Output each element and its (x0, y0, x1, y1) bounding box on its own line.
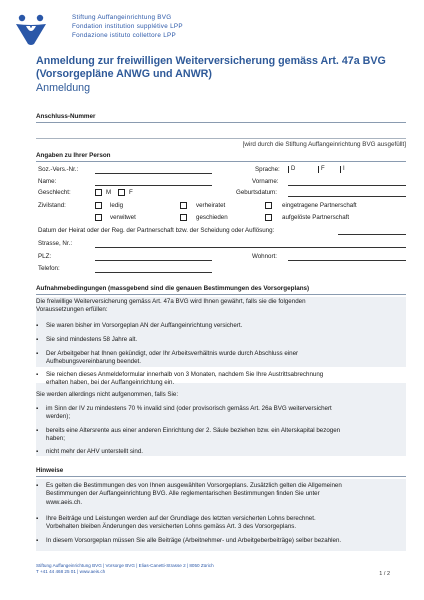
datum-heirat-label: Datum der Heirat oder der Reg. der Partnerschaft bzw. der Scheidung oder Auflösung: (38, 227, 275, 234)
telefon-field[interactable] (95, 272, 212, 273)
soz-vers-nr-field[interactable] (95, 173, 212, 174)
geschieden-label: geschieden (196, 214, 228, 221)
ledig-label: ledig (110, 202, 124, 209)
sprache-label: Sprache: (255, 166, 280, 173)
condition-item-line: ▪ Sie reichen dieses Anmeldeformular innerhalb von 3 Monaten, nachdem Sie Ihre Austrittsabrechnung (46, 371, 324, 378)
wohnort-label: Wohnort: (252, 253, 277, 260)
document-subtitle: Anmeldung (36, 82, 91, 94)
footer-contact: T +41 44 468 25 01 | www.aeis.ch (36, 569, 106, 575)
header (14, 12, 314, 46)
language-i-checkbox[interactable] (340, 166, 346, 173)
section-rule (36, 476, 406, 477)
exclusion-item: ▪ nicht mehr der AHV unterstellt sind. (46, 448, 406, 456)
language-d-label: D (291, 166, 296, 172)
section-rule (36, 294, 406, 295)
exclusion-item-line: werden); (46, 413, 71, 421)
strasse-label: Strasse, Nr.: (38, 240, 73, 247)
aufgeloeste-partnerschaft-label: aufgelöste Partnerschaft (282, 214, 350, 221)
datum-heirat-field[interactable] (338, 234, 406, 235)
condition-item (46, 371, 406, 388)
exclusion-item (46, 427, 406, 444)
aufnahme-intro-line: Voraussetzungen erfüllen: (36, 306, 108, 314)
gender-m-checkbox[interactable] (95, 189, 102, 196)
org-line: Stiftung Auffangeinrichtung BVG (72, 14, 172, 21)
verwitwet-label: verwitwet (110, 214, 136, 221)
condition-item-line: ▪ Der Arbeitgeber hat Ihnen gekündigt, oder Ihr Arbeitsverhältnis wurde durch Abschluss einer (46, 350, 299, 357)
geschieden-checkbox[interactable] (180, 214, 187, 221)
eingetragene-partnerschaft-checkbox[interactable] (265, 202, 272, 209)
hinweis-item-line: Bestimmungen der Auffangeinrichtung BVG. Alle reglementarischen Bestimmungen finden Sie unter (46, 490, 320, 498)
wohnort-field[interactable] (288, 260, 406, 261)
verheiratet-checkbox[interactable] (180, 202, 187, 209)
hinweis-item-line: Vorbehalten bleiben Änderungen des versicherten Lohns gemäss Art. 3 des Vorsorgeplans. (46, 523, 297, 531)
vorname-label: Vorname: (252, 178, 279, 185)
condition-item-line: erhalten haben, bei der Auffangeinrichtung ein. (46, 379, 175, 387)
section-rule (36, 122, 406, 123)
verheiratet-label: verheiratet (196, 202, 226, 209)
exclusion-item (46, 405, 406, 422)
exclusion-intro: Sie werden allerdings nicht aufgenommen, falls Sie: (36, 391, 179, 398)
anschluss-number-field[interactable] (36, 138, 406, 139)
anschluss-note: [wird durch die Stiftung Auffangeinrichtung BVG ausgefüllt] (242, 141, 406, 148)
gender-m-label: M (106, 189, 112, 196)
plz-field[interactable] (95, 260, 212, 261)
document-title-line-2: (Vorsorgepläne ANWG und ANWR) (36, 68, 212, 80)
aufgeloeste-partnerschaft-checkbox[interactable] (265, 214, 272, 221)
ledig-checkbox[interactable] (95, 202, 102, 209)
page-number: 1 / 2 (379, 571, 390, 577)
org-line: Fondation institution supplétive LPP (72, 22, 183, 30)
exclusion-item-line: haben; (46, 435, 65, 443)
telefon-label: Telefon: (38, 265, 60, 272)
aufnahme-intro-line: Die freiwillige Weiterversicherung gemäss Art. 47a BVG wird Ihnen gewährt, falls sie die folgenden (36, 298, 306, 305)
document-title-block (36, 55, 406, 95)
condition-item-line: Aufhebungsvereinbarung beendet. (46, 358, 141, 366)
section-title-person: Angaben zu Ihrer Person (36, 152, 111, 159)
name-field[interactable] (95, 185, 212, 186)
condition-item (46, 350, 406, 367)
language-d-checkbox[interactable] (288, 166, 294, 173)
gender-f-label: F (129, 189, 133, 196)
exclusion-item-line: ▪ im Sinn der IV zu mindestens 70 % invalid sind (oder provisorisch gemäss Art. 26a BVG weiterversichert (46, 405, 332, 412)
footer-address: Stiftung Auffangeinrichtung BVG | Vorsorge BVG | Elias-Canetti-Strasse 2 | 8050 Zürich (36, 563, 214, 568)
condition-item: ▪ Sie sind mindestens 58 Jahre alt. (46, 336, 406, 344)
condition-item: ▪ Sie waren bisher im Vorsorgeplan AN der Auffangeinrichtung versichert. (46, 322, 406, 330)
vorname-field[interactable] (288, 185, 406, 186)
hinweis-item (46, 515, 406, 532)
geschlecht-label: Geschlecht: (38, 189, 71, 196)
section-rule (36, 161, 406, 162)
hinweis-item-line: ▪ Es gelten die Bestimmungen des von Ihnen ausgewählten Vorsorgeplans. Zusätzlich gelten die Allgemeinen (46, 482, 342, 489)
aufnahme-intro (36, 298, 406, 315)
document-title: Anmeldung zur freiwilligen Weiterversicherung gemäss Art. 47a BVG (36, 55, 386, 67)
language-f-checkbox[interactable] (318, 166, 324, 173)
soz-vers-nr-label: Soz.-Vers.-Nr.: (38, 166, 79, 173)
language-i-label: I (343, 166, 345, 172)
strasse-field[interactable] (95, 247, 406, 248)
footer (36, 563, 214, 576)
geburtsdatum-label: Geburtsdatum: (236, 189, 277, 196)
name-label: Name: (38, 178, 57, 185)
hinweis-item-line: ▪ Ihre Beiträge und Leistungen werden auf der Grundlage des letzten versicherten Lohns berechnet. (46, 515, 316, 522)
geburtsdatum-field[interactable] (288, 196, 406, 197)
section-title-hinweise: Hinweise (36, 467, 64, 474)
hinweis-item-line: www.aeis.ch. (46, 498, 83, 506)
verwitwet-checkbox[interactable] (95, 214, 102, 221)
logo-icon (14, 12, 48, 46)
org-line: Fondazione istituto collettore LPP (72, 31, 177, 39)
hinweis-item: ▪ In diesem Vorsorgeplan müssen Sie alle Beiträge (Arbeitnehmer- und Arbeitgeberbeiträge) selber bezahlen. (46, 537, 406, 545)
language-f-label: F (321, 166, 325, 172)
plz-label: PLZ: (38, 253, 52, 260)
hinweis-item (46, 482, 406, 507)
zivilstand-label: Zivilstand: (38, 202, 66, 209)
organisation-names (72, 14, 183, 40)
eingetragene-partnerschaft-label: eingetragene Partnerschaft (282, 202, 357, 209)
section-title-anschluss: Anschluss-Nummer (36, 113, 96, 120)
gender-f-checkbox[interactable] (118, 189, 125, 196)
exclusion-item-line: ▪ bereits eine Altersrente aus einer anderen Einrichtung der 2. Säule beziehen bzw. ein Alterskapital bezogen (46, 427, 341, 434)
section-title-aufnahme: Aufnahmebedingungen (massgebend sind die genauen Bestimmungen des Vorsorgeplans) (36, 285, 310, 292)
